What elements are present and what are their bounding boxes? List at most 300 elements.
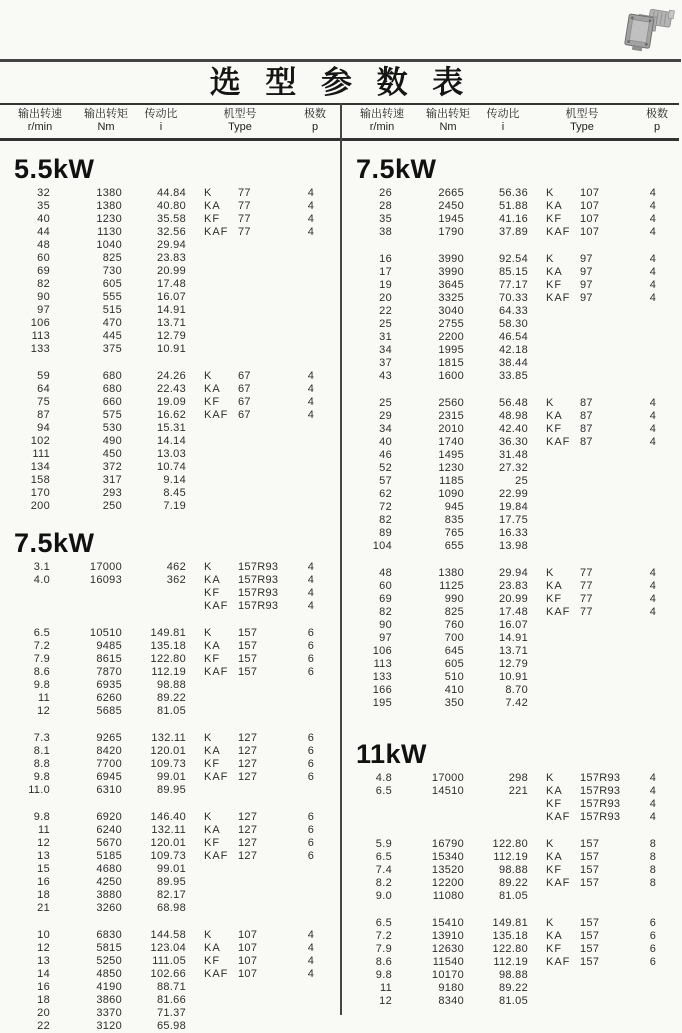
table-row	[342, 890, 679, 903]
cell-type-prefix: KAF	[204, 666, 229, 678]
header-output-torque	[80, 108, 132, 135]
cell-ratio: 120.01	[150, 837, 186, 849]
cell-type-prefix: K	[204, 187, 213, 199]
cell-poles: 6	[307, 811, 315, 823]
cell-ratio: 221	[508, 785, 528, 797]
cell-type-size	[578, 462, 624, 475]
table-row	[0, 317, 340, 330]
cell-output-torque: 1125	[439, 580, 464, 592]
cell-output-torque: 3260	[96, 902, 122, 914]
cell-output-torque	[50, 600, 122, 613]
cell-output-torque: 2450	[438, 200, 464, 212]
cell-type-prefix	[186, 500, 236, 513]
cell-type-size: 157	[238, 666, 258, 678]
cell-type-size: 67	[238, 396, 251, 408]
table-row	[0, 889, 340, 902]
cell-ratio: 132.11	[151, 824, 186, 836]
cell-output-torque: 293	[102, 487, 122, 499]
cell-type-size: 107	[580, 226, 600, 238]
cell-output-speed: 8.6	[33, 666, 50, 678]
cell-output-speed: 35	[379, 213, 392, 225]
cell-poles	[624, 540, 682, 553]
cell-output-speed: 7.9	[375, 943, 392, 955]
cell-poles	[624, 969, 682, 982]
cell-output-torque: 1380	[438, 567, 464, 579]
cell-type-prefix: KA	[546, 851, 563, 863]
cell-poles: 4	[307, 942, 315, 954]
cell-type-size	[578, 684, 624, 697]
cell-ratio: 81.05	[498, 890, 528, 902]
cell-type-prefix	[186, 239, 236, 252]
cell-output-speed: 97	[37, 304, 50, 316]
table-row	[0, 902, 340, 915]
cell-type-size	[578, 331, 624, 344]
table-column-left	[0, 103, 340, 1032]
table-row	[342, 956, 679, 969]
cell-poles	[282, 291, 340, 304]
cell-type-size: 157	[580, 943, 600, 955]
cell-type-prefix: KF	[204, 955, 221, 967]
cell-type-size: 107	[238, 968, 258, 980]
cell-type-prefix	[528, 370, 578, 383]
cell-ratio: 35.58	[156, 213, 186, 225]
cell-type-size: 97	[580, 266, 593, 278]
cell-output-speed: 90	[37, 291, 50, 303]
cell-type-prefix	[186, 448, 236, 461]
cell-output-torque: 1185	[439, 475, 464, 487]
cell-poles	[624, 449, 682, 462]
cell-poles: 4	[307, 561, 315, 573]
cell-type-prefix: KAF	[546, 956, 571, 968]
cell-output-speed: 16	[379, 253, 392, 265]
cell-type-prefix	[186, 889, 236, 902]
cell-ratio: 132.11	[151, 732, 186, 744]
cell-poles: 6	[649, 930, 657, 942]
table-row	[342, 187, 679, 200]
cell-output-speed: 12	[379, 995, 392, 1007]
cell-type-prefix: K	[546, 567, 555, 579]
table-row	[0, 1007, 340, 1020]
cell-output-speed: 19	[379, 279, 392, 291]
table-row	[342, 697, 679, 710]
cell-type-size	[578, 527, 624, 540]
cell-type-size	[236, 889, 282, 902]
cell-type-prefix: KF	[546, 279, 563, 291]
cell-poles: 6	[307, 640, 315, 652]
cell-poles	[624, 632, 682, 645]
cell-poles: 4	[307, 370, 315, 382]
cell-type-size: 157	[238, 627, 258, 639]
table-row	[342, 851, 679, 864]
cell-output-speed: 22	[379, 305, 392, 317]
table-row	[0, 252, 340, 265]
cell-type-size	[578, 645, 624, 658]
table-row	[342, 475, 679, 488]
cell-output-speed: 25	[379, 397, 392, 409]
header-type	[190, 108, 290, 135]
cell-poles: 6	[307, 837, 315, 849]
data-block	[0, 811, 340, 915]
cell-ratio: 22.99	[498, 488, 528, 500]
cell-output-torque: 2665	[438, 187, 464, 199]
header-output-torque-label: 输出转矩	[426, 108, 470, 120]
cell-output-speed: 62	[379, 488, 392, 500]
cell-type-size: 127	[238, 850, 258, 862]
cell-type-size: 157	[580, 877, 600, 889]
cell-type-size	[578, 982, 624, 995]
cell-type-prefix: K	[546, 397, 555, 409]
cell-ratio: 99.01	[156, 771, 186, 783]
table-row	[0, 200, 340, 213]
cell-type-prefix	[186, 863, 236, 876]
data-block	[342, 772, 679, 824]
table-row	[0, 968, 340, 981]
table-row	[0, 291, 340, 304]
cell-output-torque: 3120	[96, 1020, 122, 1032]
cell-output-speed: 57	[379, 475, 392, 487]
cell-output-speed: 5.9	[375, 838, 392, 850]
cell-ratio: 33.85	[498, 370, 528, 382]
cell-output-torque: 10170	[431, 969, 464, 981]
cell-ratio	[122, 600, 186, 613]
table-row	[342, 344, 679, 357]
cell-type-size	[578, 488, 624, 501]
cell-type-prefix: K	[204, 732, 213, 744]
table-row	[342, 658, 679, 671]
cell-type-prefix	[528, 357, 578, 370]
cell-type-prefix: KA	[546, 200, 563, 212]
cell-type-prefix	[186, 265, 236, 278]
cell-type-prefix: KF	[546, 423, 563, 435]
cell-ratio: 38.44	[498, 357, 528, 369]
table-row	[0, 824, 340, 837]
cell-type-prefix	[186, 705, 236, 718]
cell-type-size: 157	[238, 653, 258, 665]
cell-type-prefix: KF	[204, 758, 221, 770]
cell-poles: 4	[649, 436, 657, 448]
cell-type-prefix	[186, 278, 236, 291]
cell-type-size	[578, 540, 624, 553]
cell-output-torque: 605	[102, 278, 122, 290]
cell-output-torque: 372	[102, 461, 122, 473]
cell-type-size: 157R93	[580, 798, 621, 810]
cell-type-size: 127	[238, 732, 258, 744]
cell-output-speed: 48	[379, 567, 392, 579]
cell-poles	[282, 448, 340, 461]
table-row	[342, 292, 679, 305]
cell-poles: 6	[307, 771, 315, 783]
cell-type-size	[236, 448, 282, 461]
cell-output-speed: 158	[30, 474, 50, 486]
cell-output-torque: 7870	[96, 666, 122, 678]
cell-type-prefix	[528, 501, 578, 514]
cell-type-prefix: KF	[204, 837, 221, 849]
cell-poles	[282, 461, 340, 474]
header-type-unit: Type	[228, 121, 252, 133]
cell-output-torque: 990	[444, 593, 464, 605]
cell-type-size: 87	[580, 436, 593, 448]
cell-type-size	[578, 890, 624, 903]
cell-type-prefix	[186, 692, 236, 705]
cell-ratio: 19.84	[498, 501, 528, 513]
cell-output-speed: 43	[379, 370, 392, 382]
cell-type-size: 127	[238, 837, 258, 849]
cell-type-prefix: KA	[204, 200, 221, 212]
cell-output-torque: 730	[102, 265, 122, 277]
table-row	[342, 917, 679, 930]
section-power-heading: 7.5kW	[356, 154, 437, 184]
cell-type-size: 77	[238, 187, 251, 199]
cell-type-size	[578, 658, 624, 671]
cell-output-speed: 8.1	[33, 745, 50, 757]
cell-output-speed: 4.8	[375, 772, 392, 784]
cell-output-torque: 11080	[432, 890, 464, 902]
cell-ratio: 14.14	[156, 435, 186, 447]
cell-type-size: 97	[580, 292, 593, 304]
cell-output-speed: 28	[379, 200, 392, 212]
cell-type-prefix	[186, 1020, 236, 1033]
cell-output-torque: 660	[102, 396, 122, 408]
cell-type-size	[236, 461, 282, 474]
cell-ratio: 120.01	[150, 745, 186, 757]
cell-output-torque: 3040	[438, 305, 464, 317]
cell-poles: 6	[307, 666, 315, 678]
cell-output-speed: 7.2	[375, 930, 392, 942]
cell-output-torque: 8340	[438, 995, 464, 1007]
page-top-margin	[0, 0, 681, 62]
cell-type-prefix	[528, 632, 578, 645]
table-row	[342, 969, 679, 982]
cell-output-torque: 6830	[96, 929, 122, 941]
cell-type-size: 77	[580, 606, 593, 618]
table-row	[0, 811, 340, 824]
table-row	[0, 955, 340, 968]
cell-poles	[282, 705, 340, 718]
cell-poles: 4	[649, 397, 657, 409]
cell-type-prefix	[186, 994, 236, 1007]
cell-ratio: 8.70	[505, 684, 528, 696]
cell-ratio: 13.71	[156, 317, 186, 329]
cell-type-prefix: KF	[546, 213, 563, 225]
cell-ratio: 298	[508, 772, 528, 784]
cell-output-speed: 40	[37, 213, 50, 225]
cell-output-torque: 1495	[438, 449, 464, 461]
cell-type-size	[236, 252, 282, 265]
cell-type-size	[578, 449, 624, 462]
cell-type-prefix: K	[204, 929, 213, 941]
cell-ratio: 462	[166, 561, 186, 573]
table-row	[342, 200, 679, 213]
cell-poles: 4	[307, 587, 315, 599]
cell-poles	[282, 994, 340, 1007]
cell-type-size	[578, 318, 624, 331]
table-row	[342, 423, 679, 436]
cell-poles	[282, 1020, 340, 1033]
cell-type-prefix	[528, 331, 578, 344]
cell-poles	[282, 265, 340, 278]
cell-ratio: 31.48	[498, 449, 528, 461]
cell-output-speed: 46	[379, 449, 392, 461]
table-row	[0, 422, 340, 435]
cell-type-prefix	[186, 435, 236, 448]
table-row	[342, 785, 679, 798]
table-row	[0, 981, 340, 994]
cell-type-size: 157	[580, 930, 600, 942]
cell-type-size: 157R93	[238, 561, 279, 573]
cell-type-size	[236, 1007, 282, 1020]
cell-type-prefix: KAF	[204, 968, 229, 980]
cell-output-torque: 575	[102, 409, 122, 421]
cell-type-prefix: KA	[204, 383, 221, 395]
cell-poles	[624, 995, 682, 1008]
cell-ratio: 37.89	[498, 226, 528, 238]
cell-output-speed: 82	[37, 278, 50, 290]
cell-poles	[624, 658, 682, 671]
cell-output-speed: 87	[37, 409, 50, 421]
table-row	[0, 213, 340, 226]
cell-output-speed	[342, 798, 392, 811]
cell-output-speed: 60	[379, 580, 392, 592]
cell-output-speed: 13	[37, 955, 50, 967]
page-title: 选 型 参 数 表	[209, 64, 472, 100]
cell-output-speed: 11	[37, 692, 50, 704]
table-row	[342, 357, 679, 370]
cell-type-size	[236, 679, 282, 692]
cell-poles: 8	[649, 864, 657, 876]
power-section	[342, 738, 679, 1008]
cell-output-speed: 8.2	[375, 877, 392, 889]
table-row	[342, 266, 679, 279]
cell-poles	[282, 487, 340, 500]
table-row	[0, 679, 340, 692]
cell-output-torque: 510	[444, 671, 464, 683]
header-ratio	[132, 108, 190, 135]
cell-type-size: 77	[580, 567, 593, 579]
cell-output-speed: 9.0	[375, 890, 392, 902]
cell-poles: 6	[307, 758, 315, 770]
cell-poles: 4	[307, 213, 315, 225]
cell-poles: 4	[649, 606, 657, 618]
cell-output-speed: 6.5	[33, 627, 50, 639]
cell-type-size	[236, 705, 282, 718]
cell-output-speed: 29	[379, 410, 392, 422]
cell-type-size	[236, 239, 282, 252]
table-row	[342, 982, 679, 995]
cell-output-torque: 12630	[431, 943, 464, 955]
cell-ratio: 99.01	[156, 863, 186, 875]
cell-ratio: 51.88	[498, 200, 528, 212]
header-type-label: 机型号	[565, 108, 599, 120]
cell-output-speed: 9.8	[33, 811, 50, 823]
column-header-row	[342, 103, 679, 141]
cell-output-speed	[0, 587, 50, 600]
cell-ratio: 46.54	[498, 331, 528, 343]
table-row	[342, 930, 679, 943]
table-row	[342, 213, 679, 226]
cell-output-speed: 17	[379, 266, 392, 278]
table-row	[342, 305, 679, 318]
cell-ratio: 12.79	[498, 658, 528, 670]
cell-poles	[282, 500, 340, 513]
cell-ratio: 81.05	[498, 995, 528, 1007]
cell-output-speed: 13	[37, 850, 50, 862]
table-row	[342, 331, 679, 344]
cell-poles	[282, 679, 340, 692]
table-row	[0, 304, 340, 317]
cell-type-prefix	[186, 902, 236, 915]
cell-poles: 4	[307, 187, 315, 199]
cell-ratio	[464, 798, 528, 811]
cell-poles	[282, 330, 340, 343]
cell-ratio: 14.91	[498, 632, 528, 644]
cell-output-torque: 7700	[96, 758, 122, 770]
table-row	[342, 877, 679, 890]
cell-output-torque: 8420	[96, 745, 122, 757]
cell-type-prefix: KF	[204, 213, 221, 225]
cell-ratio: 12.79	[156, 330, 186, 342]
cell-output-torque: 530	[102, 422, 122, 434]
cell-poles: 8	[649, 851, 657, 863]
table-row	[0, 278, 340, 291]
cell-type-prefix	[528, 527, 578, 540]
cell-type-prefix: KAF	[204, 226, 229, 238]
cell-output-speed: 170	[30, 487, 50, 499]
data-block	[0, 929, 340, 1033]
table-row	[0, 474, 340, 487]
cell-type-size: 157	[580, 917, 600, 929]
cell-output-torque: 1995	[438, 344, 464, 356]
cell-output-torque: 1380	[96, 200, 122, 212]
cell-output-speed: 11.0	[28, 784, 50, 796]
cell-type-size	[578, 969, 624, 982]
cell-poles: 4	[649, 580, 657, 592]
cell-output-speed	[0, 600, 50, 613]
cell-ratio: 122.80	[150, 653, 186, 665]
table-row	[0, 574, 340, 587]
cell-ratio: 109.73	[150, 758, 186, 770]
cell-poles: 6	[649, 956, 657, 968]
table-row	[0, 330, 340, 343]
cell-ratio	[122, 587, 186, 600]
column-header-row	[0, 103, 340, 141]
cell-poles	[624, 645, 682, 658]
cell-ratio: 40.80	[156, 200, 186, 212]
cell-type-size: 157R93	[238, 600, 279, 612]
cell-type-size: 97	[580, 279, 593, 291]
cell-type-prefix: K	[546, 187, 555, 199]
cell-type-size: 77	[580, 593, 593, 605]
table-row	[0, 500, 340, 513]
cell-type-prefix: K	[204, 370, 213, 382]
cell-ratio: 58.30	[498, 318, 528, 330]
cell-poles: 6	[307, 824, 315, 836]
table-row	[342, 772, 679, 785]
cell-output-torque: 4250	[96, 876, 122, 888]
cell-output-torque: 760	[444, 619, 464, 631]
cell-ratio: 98.88	[156, 679, 186, 691]
data-block	[0, 370, 340, 513]
cell-output-torque: 6945	[96, 771, 122, 783]
cell-output-speed: 12	[37, 837, 50, 849]
table-row	[342, 527, 679, 540]
cell-ratio: 146.40	[150, 811, 186, 823]
cell-type-prefix: KA	[546, 580, 563, 592]
cell-type-size	[236, 902, 282, 915]
cell-ratio: 102.66	[150, 968, 186, 980]
cell-type-size	[578, 344, 624, 357]
cell-poles: 8	[649, 838, 657, 850]
cell-poles	[624, 305, 682, 318]
